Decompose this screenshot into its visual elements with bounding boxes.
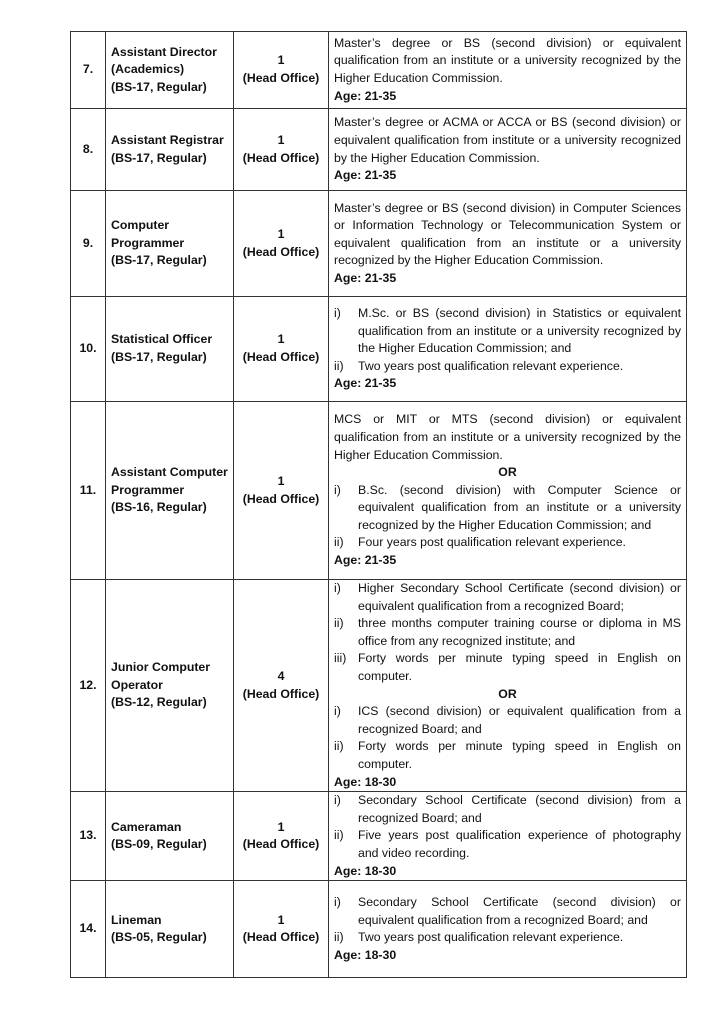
post-title-line: Assistant Registrar bbox=[111, 132, 224, 147]
list-item bbox=[334, 827, 681, 862]
qualification-list bbox=[334, 792, 681, 862]
qualification-cell bbox=[329, 792, 687, 881]
vacancy-count: 1 bbox=[277, 473, 285, 488]
jobs-table-body bbox=[71, 32, 687, 978]
post-title-line: Computer bbox=[111, 218, 170, 233]
serial-number: 12. bbox=[71, 580, 106, 792]
posts-count bbox=[234, 402, 329, 580]
table-row bbox=[71, 580, 687, 792]
list-item bbox=[334, 792, 681, 827]
post-title bbox=[106, 297, 234, 402]
list-item-text: Higher Secondary School Certificate (second division) or equivalent qualification from a recognized Board; bbox=[358, 581, 681, 613]
post-title-line: (BS-05, Regular) bbox=[111, 930, 207, 945]
vacancy-count: 1 bbox=[277, 332, 285, 347]
post-title-line: (BS-17, Regular) bbox=[111, 150, 207, 165]
list-marker: ii) bbox=[334, 828, 344, 843]
post-title bbox=[106, 580, 234, 792]
post-title-line: (BS-17, Regular) bbox=[111, 253, 207, 268]
table-row bbox=[71, 881, 687, 978]
posts-count bbox=[234, 191, 329, 297]
list-marker: i) bbox=[334, 581, 341, 595]
posts-count bbox=[234, 297, 329, 402]
age-limit: Age: 18-30 bbox=[334, 863, 397, 878]
posts-count bbox=[234, 881, 329, 978]
office-location: (Head Office) bbox=[242, 350, 320, 364]
post-title-line: (BS-17, Regular) bbox=[111, 79, 207, 94]
list-item-text: Four years post qualification relevant experience. bbox=[358, 535, 626, 550]
qualification-text: Master’s degree or BS (second division) or equivalent qualification from an institute or a university recognized by the Higher Education Commission. bbox=[334, 35, 681, 85]
post-title-line: Junior Computer bbox=[111, 660, 211, 675]
serial-number: 9. bbox=[71, 191, 106, 297]
qualification-list bbox=[334, 482, 681, 552]
post-title-line: (BS-16, Regular) bbox=[111, 500, 207, 515]
vacancy-count: 4 bbox=[277, 668, 285, 683]
table-row bbox=[71, 402, 687, 580]
age-limit: Age: 21-35 bbox=[334, 168, 397, 183]
post-title-line: Programmer bbox=[111, 482, 185, 497]
qualification-list bbox=[334, 580, 681, 686]
qualification-cell bbox=[329, 402, 687, 580]
table-row bbox=[71, 191, 687, 297]
list-item-text: B.Sc. (second division) with Computer Science or equivalent qualification from an institute or a university recognized by the Higher Education Commission; and bbox=[358, 482, 681, 532]
list-marker: ii) bbox=[334, 616, 344, 631]
office-location: (Head Office) bbox=[242, 244, 320, 259]
list-item-text: M.Sc. or BS (second division) in Statistics or equivalent qualification from an institute or a university recognized by the Higher Education Commission; and bbox=[358, 306, 681, 356]
list-item bbox=[334, 534, 681, 552]
post-title-line: Assistant Director bbox=[111, 44, 217, 59]
posts-count bbox=[234, 109, 329, 191]
list-marker: iii) bbox=[334, 651, 347, 666]
qualification-cell bbox=[329, 881, 687, 978]
serial-number: 13. bbox=[71, 792, 106, 881]
jobs-table bbox=[70, 31, 687, 978]
list-item bbox=[334, 615, 681, 650]
serial-number: 10. bbox=[71, 297, 106, 402]
list-item bbox=[334, 738, 681, 773]
age-limit: Age: 21-35 bbox=[334, 88, 397, 103]
vacancy-count: 1 bbox=[277, 53, 285, 68]
list-item bbox=[334, 894, 681, 929]
serial-number: 7. bbox=[71, 32, 106, 109]
list-item-text: Five years post qualification experience of photography and video recording. bbox=[358, 828, 681, 860]
posts-count bbox=[234, 580, 329, 792]
list-item bbox=[334, 580, 681, 615]
qualification-list bbox=[334, 703, 681, 773]
list-marker: ii) bbox=[334, 535, 344, 550]
post-title bbox=[106, 191, 234, 297]
qualification-cell bbox=[329, 191, 687, 297]
qualification-text: Master’s degree or BS (second division) in Computer Sciences or Information Technology or Telecommunication System or equivalent qualification from an institute or a university recognized by the Higher Education Commission. bbox=[334, 200, 681, 268]
list-marker: i) bbox=[334, 793, 341, 808]
list-marker: ii) bbox=[334, 930, 344, 945]
table-row bbox=[71, 32, 687, 109]
list-item bbox=[334, 650, 681, 685]
post-title-line: Programmer bbox=[111, 235, 185, 250]
office-location: (Head Office) bbox=[242, 837, 320, 852]
qualification-text: MCS or MIT or MTS (second division) or equivalent qualification from an institute or a university recognized by the Higher Education Commission. bbox=[334, 412, 681, 462]
list-item-text: three months computer training course or diploma in MS office from any recognized institute; and bbox=[358, 616, 681, 648]
posts-count bbox=[234, 32, 329, 109]
list-item bbox=[334, 482, 681, 535]
age-limit: Age: 21-35 bbox=[334, 376, 397, 391]
post-title bbox=[106, 32, 234, 109]
posts-count bbox=[234, 792, 329, 881]
qualification-cell bbox=[329, 297, 687, 402]
qualification-list bbox=[334, 894, 681, 947]
qualification-text: Master’s degree or ACMA or ACCA or BS (second division) or equivalent qualification from institute or a university recognized by the Higher Education Commission. bbox=[334, 115, 681, 165]
list-item bbox=[334, 929, 681, 947]
list-marker: i) bbox=[334, 894, 341, 909]
qualification-cell bbox=[329, 109, 687, 191]
serial-number: 14. bbox=[71, 881, 106, 978]
serial-number: 8. bbox=[71, 109, 106, 191]
list-marker: ii) bbox=[334, 739, 344, 754]
post-title-line: Operator bbox=[111, 677, 163, 692]
office-location: (Head Office) bbox=[242, 150, 320, 165]
list-item-text: Two years post qualification relevant experience. bbox=[358, 930, 624, 945]
table-row bbox=[71, 297, 687, 402]
post-title-line: (BS-12, Regular) bbox=[111, 695, 207, 710]
post-title bbox=[106, 402, 234, 580]
list-item-text: Two years post qualification relevant experience. bbox=[358, 358, 624, 373]
table-row bbox=[71, 792, 687, 881]
list-item bbox=[334, 358, 681, 376]
post-title bbox=[106, 109, 234, 191]
list-item-text: Secondary School Certificate (second division) from a recognized Board; and bbox=[358, 793, 681, 825]
qualification-list bbox=[334, 305, 681, 375]
serial-number: 11. bbox=[71, 402, 106, 580]
list-marker: i) bbox=[334, 482, 341, 497]
list-marker: i) bbox=[334, 306, 341, 321]
age-limit: Age: 18-30 bbox=[334, 947, 397, 962]
list-item-text: ICS (second division) or equivalent qualification from a recognized Board; and bbox=[358, 704, 681, 736]
post-title-line: Lineman bbox=[111, 912, 162, 927]
list-item bbox=[334, 703, 681, 738]
office-location: (Head Office) bbox=[242, 930, 320, 945]
office-location: (Head Office) bbox=[242, 491, 320, 506]
post-title bbox=[106, 792, 234, 881]
vacancy-count: 1 bbox=[277, 132, 285, 147]
post-title-line: Cameraman bbox=[111, 819, 182, 834]
list-marker: i) bbox=[334, 704, 341, 719]
office-location: (Head Office) bbox=[242, 71, 320, 85]
age-limit: Age: 21-35 bbox=[334, 270, 397, 285]
or-separator: OR bbox=[498, 686, 517, 701]
list-item bbox=[334, 305, 681, 358]
post-title-line: Statistical Officer bbox=[111, 332, 213, 347]
vacancy-count: 1 bbox=[277, 819, 285, 834]
post-title-line: (BS-09, Regular) bbox=[111, 837, 207, 852]
qualification-cell bbox=[329, 32, 687, 109]
office-location: (Head Office) bbox=[242, 686, 320, 701]
vacancy-count: 1 bbox=[277, 912, 285, 927]
or-separator: OR bbox=[498, 465, 517, 480]
list-item-text: Forty words per minute typing speed in English on computer. bbox=[358, 651, 681, 683]
table-row bbox=[71, 109, 687, 191]
list-marker: ii) bbox=[334, 358, 344, 373]
post-title bbox=[106, 881, 234, 978]
age-limit: Age: 18-30 bbox=[334, 774, 397, 789]
post-title-line: (BS-17, Regular) bbox=[111, 350, 207, 364]
post-title-line: (Academics) bbox=[111, 62, 185, 77]
qualification-cell bbox=[329, 580, 687, 792]
list-item-text: Forty words per minute typing speed in English on computer. bbox=[358, 739, 681, 771]
vacancy-count: 1 bbox=[277, 226, 285, 241]
list-item-text: Secondary School Certificate (second division) or equivalent qualification from a recognized Board; and bbox=[358, 894, 681, 927]
post-title-line: Assistant Computer bbox=[111, 465, 228, 480]
age-limit: Age: 21-35 bbox=[334, 553, 397, 568]
